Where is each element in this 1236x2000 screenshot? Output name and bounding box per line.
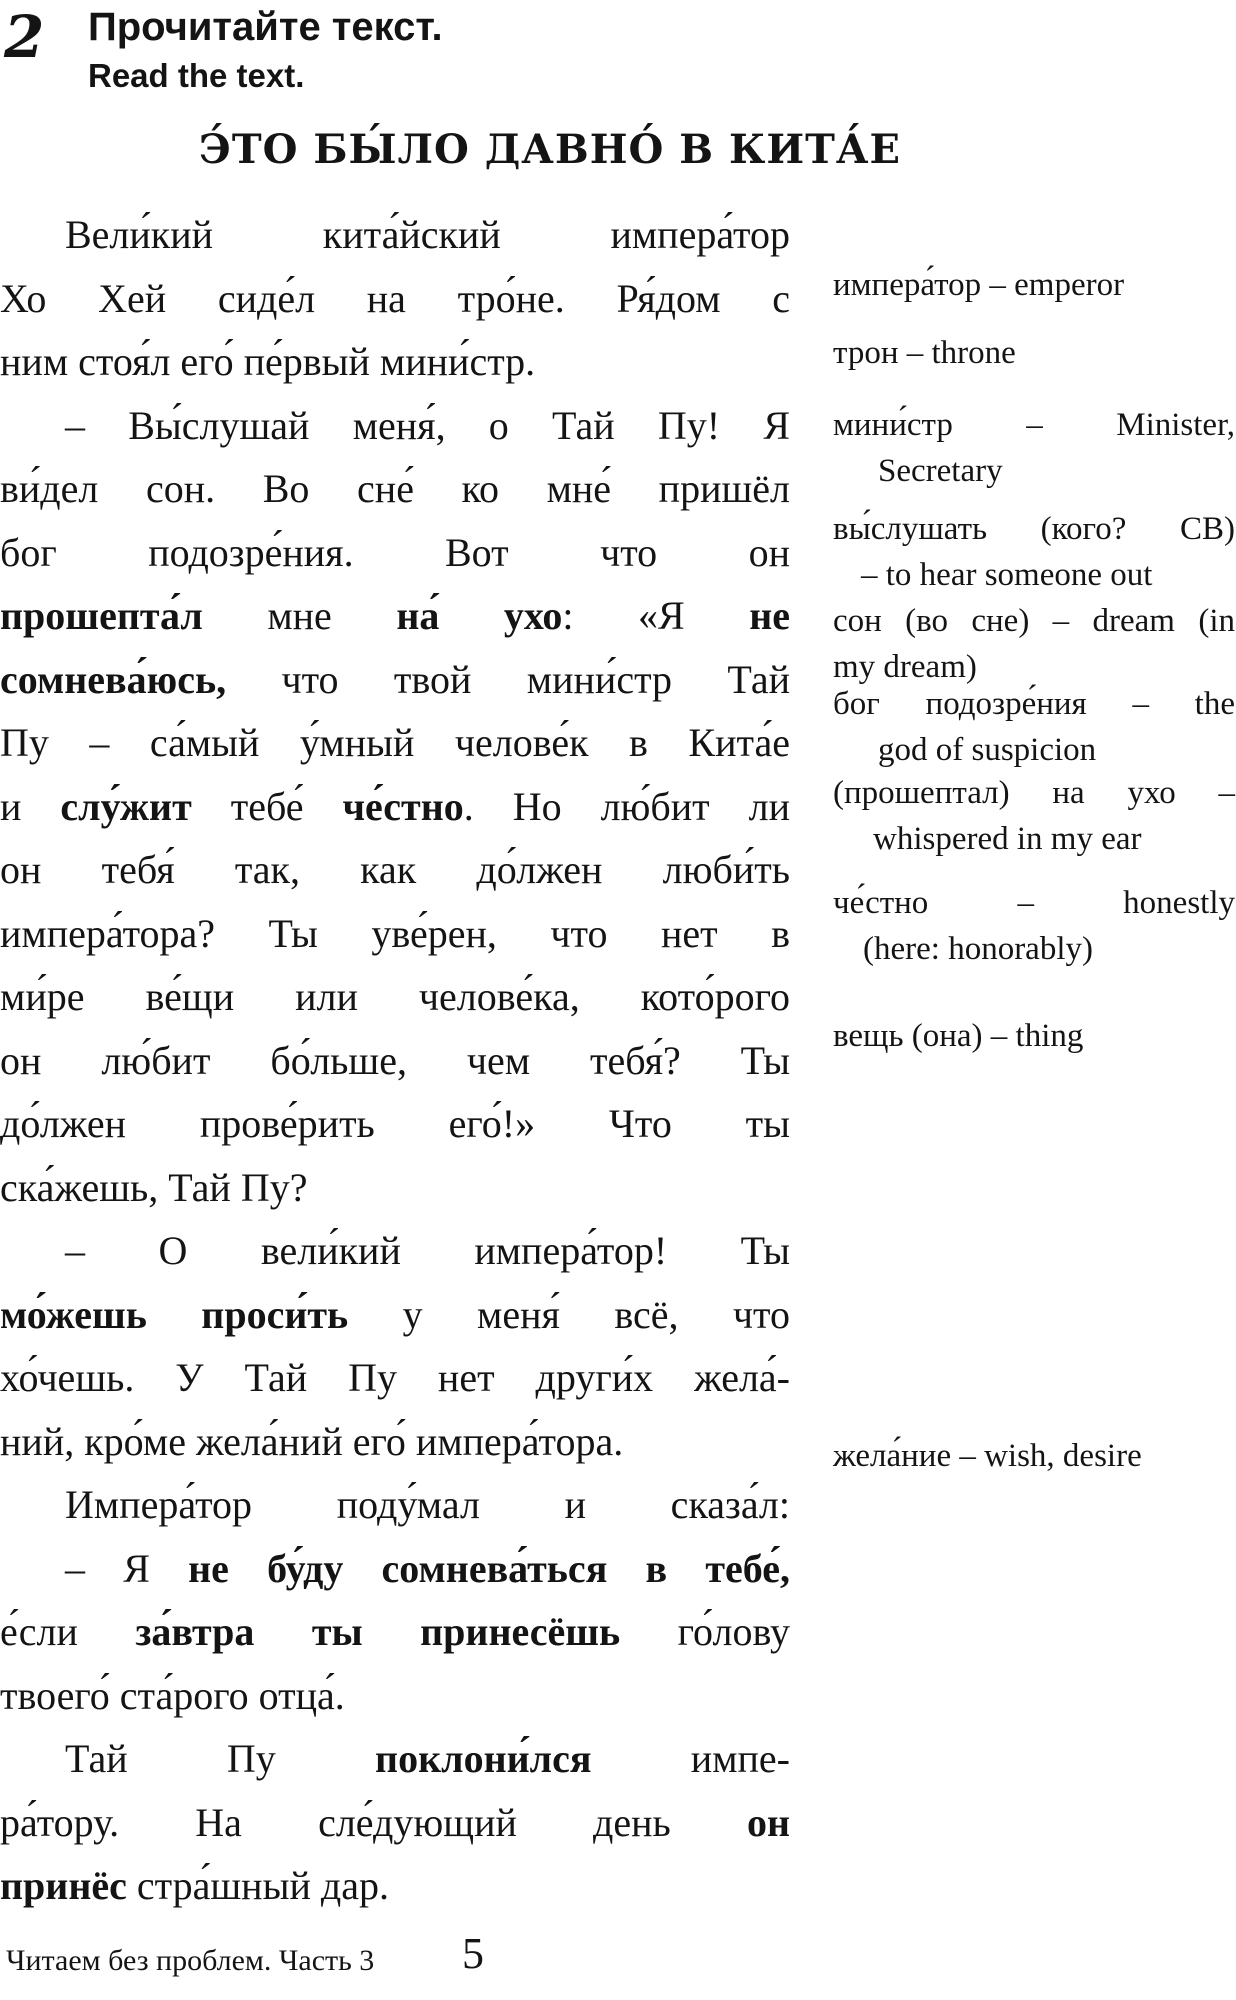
vocab-line: мини́стр – Minister, bbox=[833, 407, 1235, 443]
vocab-line: жела́ние – wish, desire bbox=[833, 1438, 1142, 1474]
vocab-entry bbox=[833, 402, 1235, 494]
story-line: он тебя́ так, как до́лжен люби́ть bbox=[0, 847, 790, 892]
vocab-line: вы́слушать (кого? СВ) bbox=[833, 511, 1235, 547]
story-text bbox=[0, 203, 790, 1918]
story-line: прошепта́л мне на́ ухо: «Я не bbox=[0, 593, 790, 638]
story-line: е́сли за́втра ты принесёшь го́лову bbox=[0, 1609, 790, 1654]
story-line: ра́тору. На сле́дующий день он bbox=[0, 1799, 790, 1845]
story-line: ний, кро́ме жела́ний его́ импера́тора. bbox=[0, 1418, 624, 1464]
story-line: импера́тора? Ты уве́рен, что нет в bbox=[0, 910, 790, 956]
story-line: до́лжен прове́рить его́!» Что ты bbox=[0, 1101, 790, 1146]
story-line: – О вели́кий импера́тор! Ты bbox=[65, 1228, 790, 1273]
story-line: – Я не бу́ду сомнева́ться в тебе́, bbox=[65, 1545, 790, 1591]
story-line: ми́ре ве́щи или челове́ка, кото́рого bbox=[0, 974, 790, 1019]
vocab-line: трон – throne bbox=[833, 335, 1016, 371]
story-line: и слу́жит тебе́ че́стно. Но лю́бит ли bbox=[0, 783, 790, 829]
vocab-entry bbox=[833, 880, 1235, 972]
instruction-block bbox=[88, 4, 443, 96]
vocab-line: бог подозре́ния – the bbox=[833, 686, 1235, 722]
vocab-entry bbox=[833, 330, 1235, 376]
story-line: Импера́тор поду́мал и сказа́л: bbox=[65, 1482, 790, 1527]
story-line: – Вы́слушай меня́, о Тай Пу! Я bbox=[65, 402, 790, 448]
book-series-footer: Читаем без проблем. Часть 3 bbox=[6, 1944, 375, 1977]
vocab-line: whispered in my ear bbox=[873, 821, 1142, 857]
vocab-line: Secretary bbox=[878, 453, 1003, 489]
vocab-entry bbox=[833, 681, 1235, 773]
vocab-entry bbox=[833, 506, 1235, 598]
story-line: сомнева́юсь, что твой мини́стр Тай bbox=[0, 656, 790, 702]
story-line: ска́жешь, Тай Пу? bbox=[0, 1164, 308, 1210]
vocab-line: сон (во сне) – dream (in bbox=[833, 603, 1235, 639]
vocab-entry bbox=[833, 598, 1235, 690]
vocab-line: god of suspicion bbox=[878, 732, 1097, 768]
story-line: принёс стра́шный дар. bbox=[0, 1863, 389, 1908]
vocab-line: my dream) bbox=[833, 649, 977, 685]
vocab-entry bbox=[833, 262, 1235, 308]
vocab-entry bbox=[833, 1433, 1235, 1479]
story-line: твоего́ ста́рого отца́. bbox=[0, 1672, 345, 1718]
story-line: бог подозре́ния. Вот что он bbox=[0, 529, 790, 575]
vocab-line: вещь (она) – thing bbox=[833, 1018, 1084, 1054]
story-line: он лю́бит бо́льше, чем тебя́? Ты bbox=[0, 1037, 790, 1083]
story-line: Хо Хей сиде́л на тро́не. Ря́дом с bbox=[0, 275, 790, 321]
instruction-russian: Прочитайте текст. bbox=[88, 5, 443, 49]
instruction-english: Read the text. bbox=[88, 57, 305, 94]
story-title: Э́ТО БЫ́ЛО ДАВНО́ В КИТА́Е bbox=[199, 126, 901, 173]
vocab-line: импера́тор – emperor bbox=[833, 267, 1125, 303]
story-line: Пу – са́мый у́мный челове́к в Кита́е bbox=[0, 720, 790, 765]
vocab-line: че́стно – honestly bbox=[833, 885, 1235, 921]
page-number: 5 bbox=[462, 1929, 484, 1978]
story-line: мо́жешь проси́ть у меня́ всё, что bbox=[0, 1291, 790, 1337]
story-line: ним стоя́л его́ пе́рвый мини́стр. bbox=[0, 339, 536, 384]
vocab-line: (here: honorably) bbox=[863, 931, 1093, 967]
vocab-line: (прошептал) на ухо – bbox=[833, 775, 1235, 811]
exercise-number: 2 bbox=[4, 3, 45, 71]
story-line: ви́дел сон. Во сне́ ко мне́ пришёл bbox=[0, 466, 790, 511]
story-line: Вели́кий кита́йский импера́тор bbox=[65, 212, 790, 257]
story-line: хо́чешь. У Тай Пу нет други́х жела́- bbox=[0, 1355, 790, 1400]
vocab-entry bbox=[833, 1013, 1235, 1059]
story-line: Тай Пу поклони́лся импе- bbox=[65, 1736, 790, 1781]
vocab-entry bbox=[833, 770, 1235, 862]
vocab-line: – to hear someone out bbox=[861, 557, 1153, 593]
